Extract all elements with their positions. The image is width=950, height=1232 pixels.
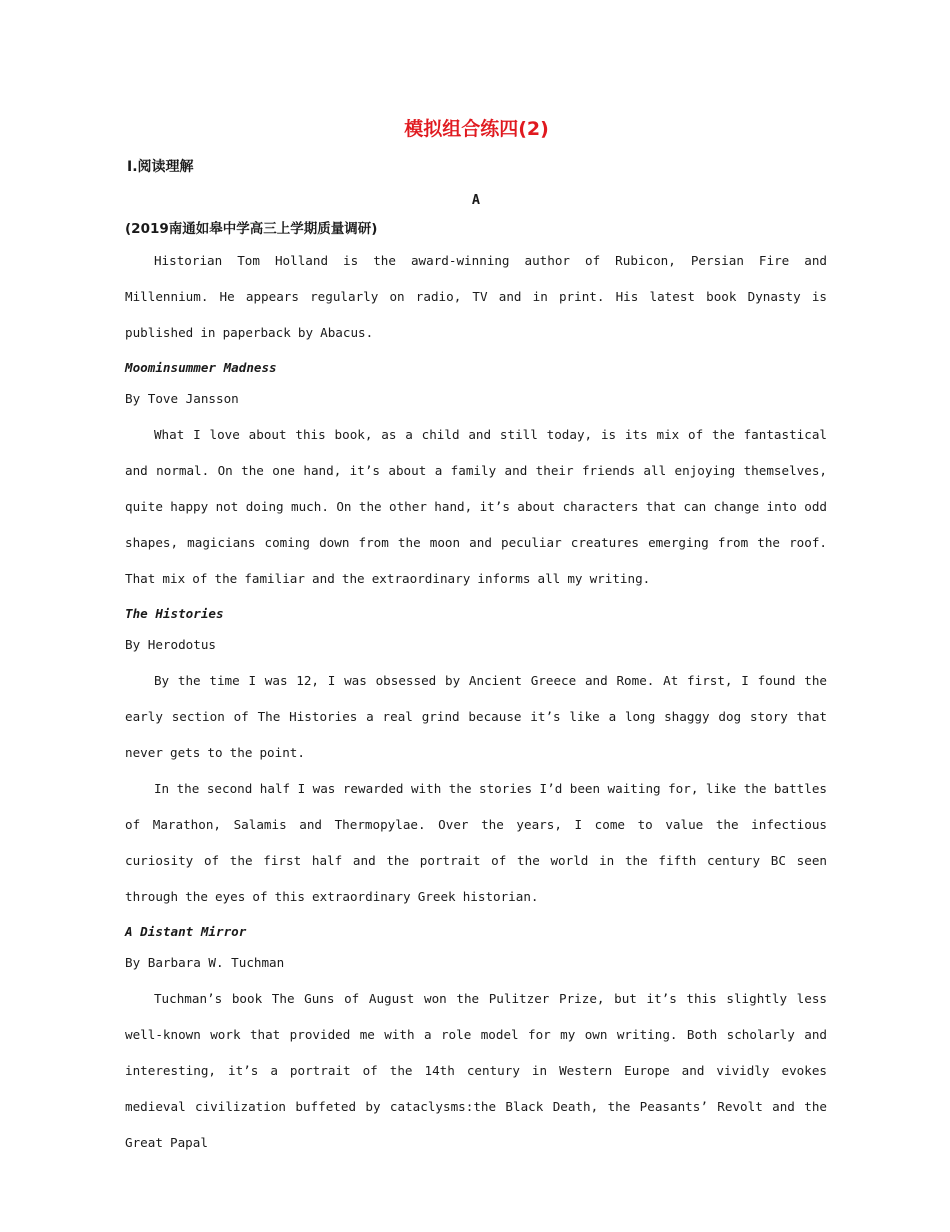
part-label: A (471, 192, 481, 208)
intro-paragraph: Historian Tom Holland is the award-winning author of Rubicon, Persian Fire and Millennium. He appears regularly on radio, TV and in print. His latest book Dynasty is published in paperback by Abacus. (125, 253, 827, 340)
book-entry (125, 354, 827, 597)
book-title: The Histories (125, 606, 224, 621)
document-page (125, 112, 827, 1161)
book-author: By Herodotus (125, 637, 216, 652)
page-title: 模拟组合练四(2) (404, 118, 549, 140)
book-paragraph: Tuchman’s book The Guns of August won the Pulitzer Prize, but it’s this slightly less well-known work that provided me with a role model for my own writing. Both scholarly and interesting, it’s a portrait of the 14th century in Western Europe and vividly evokes medieval civilization buffeted by cataclysms:the Black Death, the Peasants’ Revolt and the Great Papal (125, 991, 827, 1150)
section-heading: Ⅰ.阅读理解 (127, 159, 194, 175)
book-title: Moominsummer Madness (125, 360, 277, 375)
book-entry (125, 600, 827, 915)
book-author: By Barbara W. Tuchman (125, 955, 285, 970)
book-paragraph: In the second half I was rewarded with the stories I’d been waiting for, like the battles of Marathon, Salamis and Thermopylae. Over the years, I come to value the infectious curiosity of the first half and the portrait of the world in the fifth century BC seen through the eyes of this extraordinary Greek historian. (125, 781, 827, 904)
book-title: A Distant Mirror (125, 924, 247, 939)
source-note: (2019南通如皋中学高三上学期质量调研) (125, 221, 378, 237)
book-author: By Tove Jansson (125, 391, 239, 406)
book-paragraph: What I love about this book, as a child and still today, is its mix of the fantastical and normal. On the one hand, it’s about a family and their friends all enjoying themselves, quite happy not doing much. On the other hand, it’s about characters that can change into odd shapes, magicians coming down from the moon and peculiar creatures emerging from the roof. That mix of the familiar and the extraordinary informs all my writing. (125, 427, 827, 586)
book-paragraph: By the time I was 12, I was obsessed by Ancient Greece and Rome. At first, I found the early section of The Histories a real grind because it’s like a long shaggy dog story that never gets to the point. (125, 673, 827, 760)
book-entry (125, 918, 827, 1161)
